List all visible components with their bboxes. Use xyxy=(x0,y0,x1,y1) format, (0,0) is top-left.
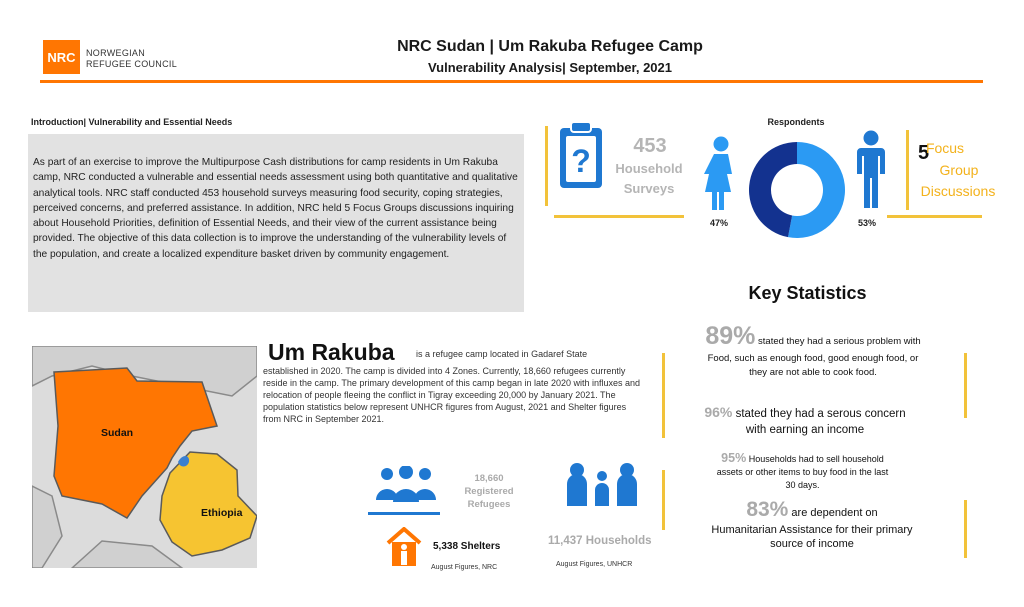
svg-text:?: ? xyxy=(571,143,591,179)
logo-mark: NRC xyxy=(47,49,76,65)
stat-assets-text-2: assets or other items to buy food in the last xyxy=(716,467,889,477)
household-source: August Figures, UNHCR xyxy=(556,561,633,568)
divider-bottom-left xyxy=(554,215,684,218)
divider-bottom-right xyxy=(887,215,982,218)
people-group-icon xyxy=(373,466,439,506)
key-stats-heading: Key Statistics xyxy=(748,283,867,303)
intro-body: As part of an exercise to improve the Multipurpose Cash distributions for camp residents in Um Rakuba camp, NRC conducted a vulnerable and essential needs assessment using both quantitative and qualitative analytical tools. NRC staff conducted 453 household surveys measuring food security, coping strategies, perceived concerns, and preferred assistance. In addition, NRC held 5 Focus Groups discussions inquiring about Household Priorities, definition of Essential Needs, and their view of the current assistance being provided. The objective of this data collection is to improve the understanding of the vulnerability levels of the population, and create a localized expenditure basket driven by community engagement. xyxy=(33,157,518,260)
stat-assistance xyxy=(672,498,952,550)
household-label-1: Household xyxy=(615,161,683,176)
ethiopia-label: Ethiopia xyxy=(201,507,243,519)
stat-food xyxy=(668,322,958,378)
respondents-heading: Respondents xyxy=(767,117,825,127)
intro-heading: Introduction| Vulnerability and Essential Needs xyxy=(31,117,233,127)
ks-divider-left-2 xyxy=(662,470,665,530)
sudan-label: Sudan xyxy=(101,427,134,439)
ks-divider-right-2 xyxy=(964,500,967,558)
stat-food-text-3: they are not able to cook food. xyxy=(749,367,877,378)
stat-assistance-percent: 83% xyxy=(746,498,789,521)
divider-left xyxy=(545,126,548,206)
female-icon xyxy=(703,136,739,212)
donut-slice-female xyxy=(749,142,797,237)
registered-label-2: Refugees xyxy=(467,499,511,510)
stat-assets-percent: 95% xyxy=(721,451,747,465)
ks-divider-left-1 xyxy=(662,353,665,438)
household-count: 453 xyxy=(633,135,667,157)
shelter-count: 5,338 Shelters xyxy=(433,541,501,552)
registered-number: 18,660 xyxy=(474,473,504,484)
stat-income-percent: 96% xyxy=(704,404,733,420)
female-percent: 47% xyxy=(710,218,729,228)
registered-label-1: Registered xyxy=(464,486,514,497)
header-divider xyxy=(40,80,983,83)
focus-label-1: Focus xyxy=(925,140,965,156)
registered-refugees xyxy=(454,472,524,511)
region-map xyxy=(32,346,257,568)
stat-income xyxy=(680,404,930,436)
household-total: 11,437 Households xyxy=(548,535,652,547)
focus-group-count: 5 xyxy=(918,142,930,164)
camp-lead: is a refugee camp located in Gadaref State xyxy=(416,349,588,359)
stat-income-text-2: with earning an income xyxy=(745,424,865,436)
page-subtitle: Vulnerability Analysis| September, 2021 xyxy=(427,60,672,75)
stat-food-text-2: Food, such as enough food, good enough food, or xyxy=(707,353,919,364)
shelter-source: August Figures, NRC xyxy=(431,564,498,571)
stat-food-percent: 89% xyxy=(705,322,756,350)
household-label-2: Surveys xyxy=(623,181,675,196)
shelter-icon xyxy=(386,527,422,567)
stat-assets-text-1: Households had to sell household xyxy=(748,454,884,464)
stat-assistance-text-2: Humanitarian Assistance for their primary xyxy=(711,524,913,536)
male-icon xyxy=(851,130,891,212)
stat-income-text-1: stated they had a serous concern xyxy=(735,408,906,420)
stat-assistance-text-3: source of income xyxy=(770,538,854,550)
org-name-line1: NORWEGIAN xyxy=(86,48,146,58)
survey-clipboard-icon xyxy=(558,120,604,190)
gender-donut-chart xyxy=(747,140,847,240)
ks-divider-right-1 xyxy=(964,353,967,418)
male-percent: 53% xyxy=(858,218,877,228)
page-title: NRC Sudan | Um Rakuba Refugee Camp xyxy=(397,38,703,55)
stat-food-text-1: stated they had a serious problem with xyxy=(758,336,921,347)
focus-label-2: Group xyxy=(939,162,979,178)
camp-description: established in 2020. The camp is divided into 4 Zones. Currently, 18,660 refugees currently reside in the camp. The primary development of this camp began in late 2020 with influxes and relocation of people fleeing the conflict in Tigray exceeding 20,000 by January 2021. The population statistics below represent UNHCR figures from August, 2021 and Shelter figures from NRC in September 2021. xyxy=(263,366,641,424)
stat-assets-text-3: 30 days. xyxy=(785,480,820,490)
stat-assets xyxy=(680,451,925,490)
focus-label-3: Discussions xyxy=(920,183,996,199)
registered-underline xyxy=(368,512,440,515)
households-family-icon xyxy=(563,460,641,512)
camp-title: Um Rakuba xyxy=(268,339,395,365)
org-name-line2: REFUGEE COUNCIL xyxy=(86,59,178,69)
stat-assistance-text-1: are dependent on xyxy=(791,507,878,519)
